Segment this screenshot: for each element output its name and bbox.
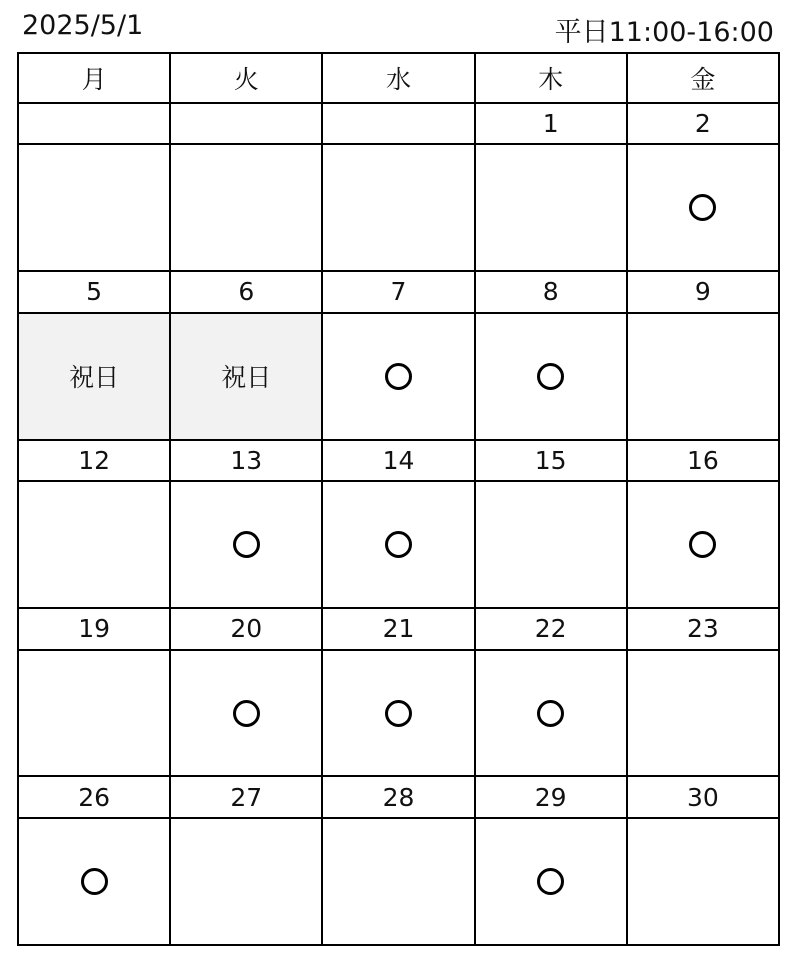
date-number: 16: [627, 440, 779, 482]
date-number: 30: [627, 776, 779, 818]
availability-cell: [18, 818, 170, 945]
date-number: 20: [170, 608, 322, 650]
date-number-row: [18, 440, 779, 482]
date-number: 8: [475, 271, 627, 313]
available-circle-icon: [537, 868, 564, 895]
date-number: 22: [475, 608, 627, 650]
calendar-date: 2025/5/1: [22, 10, 144, 41]
availability-cell: [322, 144, 474, 271]
availability-cell: [322, 818, 474, 945]
date-number: 29: [475, 776, 627, 818]
availability-cell: [322, 313, 474, 440]
date-number: 14: [322, 440, 474, 482]
availability-cell: [170, 818, 322, 945]
availability-cell: [627, 650, 779, 777]
date-number: 7: [322, 271, 474, 313]
date-number: 2: [627, 103, 779, 145]
available-circle-icon: [385, 700, 412, 727]
availability-cell: [475, 144, 627, 271]
date-number: [322, 103, 474, 145]
date-number: 26: [18, 776, 170, 818]
weekday-mon: 月: [18, 53, 170, 103]
available-circle-icon: [233, 700, 260, 727]
calendar-header: [22, 8, 774, 48]
weekday-fri: 金: [627, 53, 779, 103]
date-number-row: [18, 776, 779, 818]
date-number: 23: [627, 608, 779, 650]
availability-cell: [627, 313, 779, 440]
date-number: 19: [18, 608, 170, 650]
availability-cell: [475, 313, 627, 440]
holiday-cell: 祝日: [18, 313, 170, 440]
date-number: 21: [322, 608, 474, 650]
date-number: [18, 103, 170, 145]
date-number: 28: [322, 776, 474, 818]
date-number: 27: [170, 776, 322, 818]
date-number-row: [18, 271, 779, 313]
availability-cell: [322, 650, 474, 777]
available-circle-icon: [81, 868, 108, 895]
available-circle-icon: [537, 363, 564, 390]
available-circle-icon: [689, 531, 716, 558]
availability-row: [18, 313, 779, 440]
availability-cell: [322, 481, 474, 608]
availability-cell: [18, 650, 170, 777]
available-circle-icon: [537, 700, 564, 727]
availability-cell: [627, 818, 779, 945]
availability-cell: [475, 818, 627, 945]
date-number-row: [18, 103, 779, 145]
available-circle-icon: [385, 531, 412, 558]
availability-row: [18, 818, 779, 945]
date-number: 15: [475, 440, 627, 482]
date-number: 6: [170, 271, 322, 313]
availability-row: [18, 144, 779, 271]
weekday-row: [18, 53, 779, 103]
availability-cell: [170, 650, 322, 777]
availability-cell: [18, 481, 170, 608]
date-number-row: [18, 608, 779, 650]
weekday-thu: 木: [475, 53, 627, 103]
available-circle-icon: [689, 194, 716, 221]
availability-cell: [475, 481, 627, 608]
availability-row: [18, 481, 779, 608]
availability-cell: [170, 481, 322, 608]
available-circle-icon: [233, 531, 260, 558]
availability-row: [18, 650, 779, 777]
availability-cell: [475, 650, 627, 777]
date-number: 1: [475, 103, 627, 145]
available-circle-icon: [385, 363, 412, 390]
weekday-wed: 水: [322, 53, 474, 103]
date-number: 12: [18, 440, 170, 482]
availability-cell: [18, 144, 170, 271]
availability-cell: [627, 481, 779, 608]
weekday-tue: 火: [170, 53, 322, 103]
business-hours: 平日11:00-16:00: [554, 17, 774, 48]
calendar-grid: [17, 52, 780, 946]
date-number: 5: [18, 271, 170, 313]
holiday-cell: 祝日: [170, 313, 322, 440]
date-number: 13: [170, 440, 322, 482]
date-number: 9: [627, 271, 779, 313]
availability-cell: [170, 144, 322, 271]
date-number: [170, 103, 322, 145]
availability-cell: [627, 144, 779, 271]
